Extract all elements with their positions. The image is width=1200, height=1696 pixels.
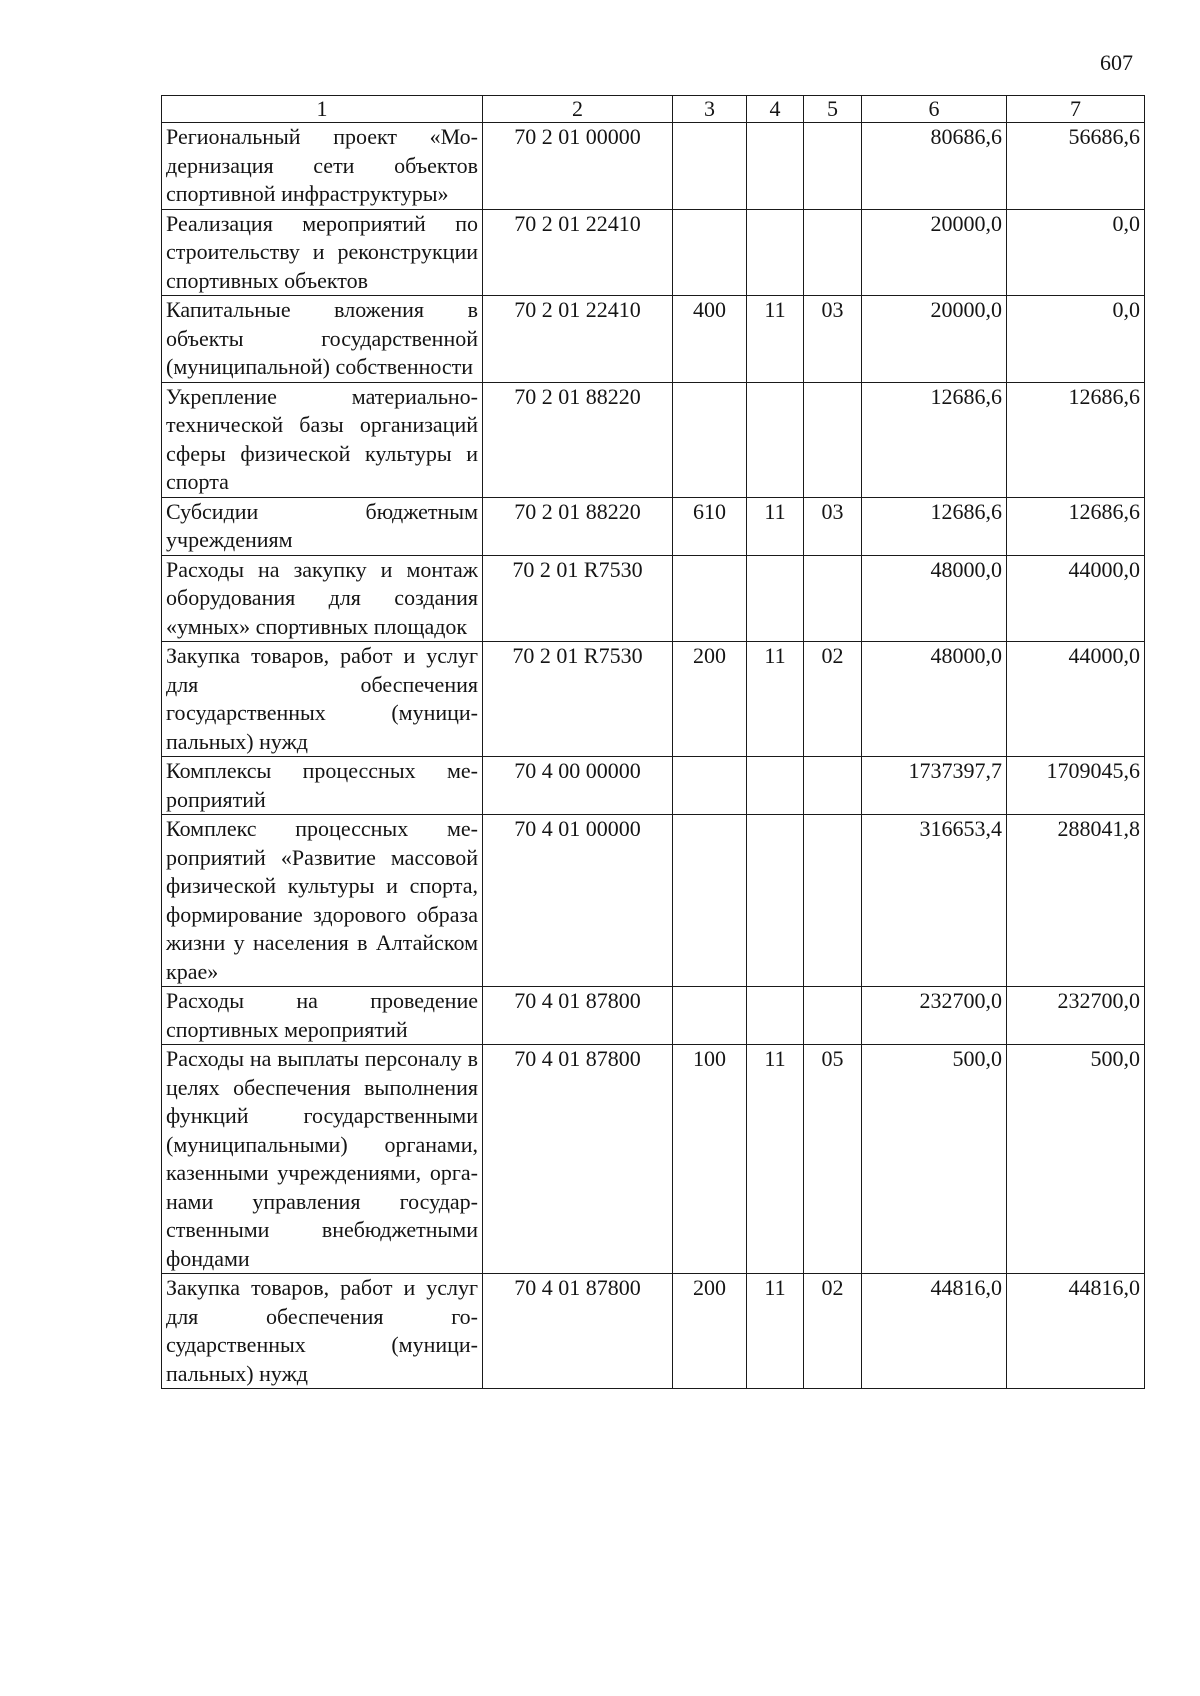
target-article-code: 70 2 01 R7530 [483, 555, 673, 642]
subsection-code: 03 [804, 497, 862, 555]
amount-column-6: 44816,0 [862, 1274, 1007, 1389]
section-code [747, 209, 804, 296]
expense-name: Комплекс процессных мероприятий «Развитие массовой физической культуры и спорта, формирование здорового образа жизни у населения в Алтайском крае» [162, 815, 483, 987]
amount-column-7: 44000,0 [1007, 555, 1145, 642]
table-row [162, 123, 1145, 210]
expense-type-code [673, 123, 747, 210]
target-article-code: 70 4 01 87800 [483, 987, 673, 1045]
subsection-code: 02 [804, 1274, 862, 1389]
amount-column-6: 1737397,7 [862, 757, 1007, 815]
section-code [747, 555, 804, 642]
expense-type-code [673, 757, 747, 815]
amount-column-7: 500,0 [1007, 1045, 1145, 1274]
expense-name: Расходы на закупку и монтаж оборудования для создания «умных» спортивных площадок [162, 555, 483, 642]
section-code [747, 815, 804, 987]
subsection-code [804, 382, 862, 497]
amount-column-6: 316653,4 [862, 815, 1007, 987]
subsection-code [804, 987, 862, 1045]
section-code: 11 [747, 497, 804, 555]
expense-name: Комплексы процессных мероприятий [162, 757, 483, 815]
amount-column-7: 12686,6 [1007, 382, 1145, 497]
subsection-code: 05 [804, 1045, 862, 1274]
table-row [162, 757, 1145, 815]
expense-name: Закупка товаров, работ и услуг для обеспечения государственных (муниципальных) нужд [162, 642, 483, 757]
column-header-6: 6 [862, 96, 1007, 123]
amount-column-7: 1709045,6 [1007, 757, 1145, 815]
column-header-1: 1 [162, 96, 483, 123]
amount-column-6: 500,0 [862, 1045, 1007, 1274]
amount-column-6: 80686,6 [862, 123, 1007, 210]
amount-column-7: 0,0 [1007, 296, 1145, 383]
section-code: 11 [747, 1274, 804, 1389]
column-header-4: 4 [747, 96, 804, 123]
column-header-3: 3 [673, 96, 747, 123]
subsection-code [804, 757, 862, 815]
target-article-code: 70 2 01 00000 [483, 123, 673, 210]
table-row [162, 382, 1145, 497]
amount-column-7: 232700,0 [1007, 987, 1145, 1045]
amount-column-7: 44000,0 [1007, 642, 1145, 757]
subsection-code: 02 [804, 642, 862, 757]
amount-column-6: 12686,6 [862, 497, 1007, 555]
table-row [162, 1045, 1145, 1274]
section-code [747, 382, 804, 497]
table-row [162, 1274, 1145, 1389]
page-number: 607 [1100, 50, 1133, 75]
amount-column-6: 12686,6 [862, 382, 1007, 497]
subsection-code [804, 555, 862, 642]
target-article-code: 70 4 01 87800 [483, 1274, 673, 1389]
column-header-2: 2 [483, 96, 673, 123]
table-row [162, 296, 1145, 383]
expense-type-code: 200 [673, 1274, 747, 1389]
expense-type-code: 100 [673, 1045, 747, 1274]
header-row [162, 96, 1145, 123]
amount-column-7: 56686,6 [1007, 123, 1145, 210]
expense-type-code [673, 815, 747, 987]
expense-name: Субсидии бюджетным учреждениям [162, 497, 483, 555]
expense-type-code: 200 [673, 642, 747, 757]
amount-column-7: 12686,6 [1007, 497, 1145, 555]
expense-type-code [673, 382, 747, 497]
section-code [747, 123, 804, 210]
section-code: 11 [747, 296, 804, 383]
amount-column-7: 0,0 [1007, 209, 1145, 296]
amount-column-7: 288041,8 [1007, 815, 1145, 987]
subsection-code: 03 [804, 296, 862, 383]
table-row [162, 209, 1145, 296]
amount-column-6: 20000,0 [862, 296, 1007, 383]
table-row [162, 497, 1145, 555]
expense-type-code: 400 [673, 296, 747, 383]
column-header-5: 5 [804, 96, 862, 123]
expense-name: Региональный проект «Модернизация сети объектов спортивной инфраструктуры» [162, 123, 483, 210]
target-article-code: 70 4 01 00000 [483, 815, 673, 987]
budget-table [161, 95, 1145, 1389]
section-code [747, 987, 804, 1045]
expense-name: Расходы на выплаты персоналу в целях обеспечения выполнения функций государственными (муниципальными) органами, казенными учреждениями, органами управления государственными внебюджетными фондами [162, 1045, 483, 1274]
target-article-code: 70 2 01 22410 [483, 209, 673, 296]
subsection-code [804, 209, 862, 296]
amount-column-7: 44816,0 [1007, 1274, 1145, 1389]
expense-type-code [673, 209, 747, 296]
expense-type-code [673, 555, 747, 642]
expense-type-code [673, 987, 747, 1045]
expense-name: Укрепление материально-технической базы организаций сферы физической культуры и спорта [162, 382, 483, 497]
target-article-code: 70 2 01 22410 [483, 296, 673, 383]
subsection-code [804, 123, 862, 210]
target-article-code: 70 2 01 88220 [483, 382, 673, 497]
expense-name: Капитальные вложения в объекты государственной (муниципальной) собственности [162, 296, 483, 383]
table-row [162, 642, 1145, 757]
column-header-7: 7 [1007, 96, 1145, 123]
amount-column-6: 20000,0 [862, 209, 1007, 296]
target-article-code: 70 2 01 88220 [483, 497, 673, 555]
expense-name: Закупка товаров, работ и услуг для обеспечения государственных (муниципальных) нужд [162, 1274, 483, 1389]
table-row [162, 987, 1145, 1045]
expense-name: Расходы на проведение спортивных мероприятий [162, 987, 483, 1045]
subsection-code [804, 815, 862, 987]
amount-column-6: 232700,0 [862, 987, 1007, 1045]
expense-type-code: 610 [673, 497, 747, 555]
table-row [162, 555, 1145, 642]
amount-column-6: 48000,0 [862, 555, 1007, 642]
target-article-code: 70 4 00 00000 [483, 757, 673, 815]
section-code [747, 757, 804, 815]
expense-name: Реализация мероприятий по строительству и реконструкции спортивных объектов [162, 209, 483, 296]
section-code: 11 [747, 1045, 804, 1274]
target-article-code: 70 4 01 87800 [483, 1045, 673, 1274]
table-row [162, 815, 1145, 987]
section-code: 11 [747, 642, 804, 757]
target-article-code: 70 2 01 R7530 [483, 642, 673, 757]
amount-column-6: 48000,0 [862, 642, 1007, 757]
